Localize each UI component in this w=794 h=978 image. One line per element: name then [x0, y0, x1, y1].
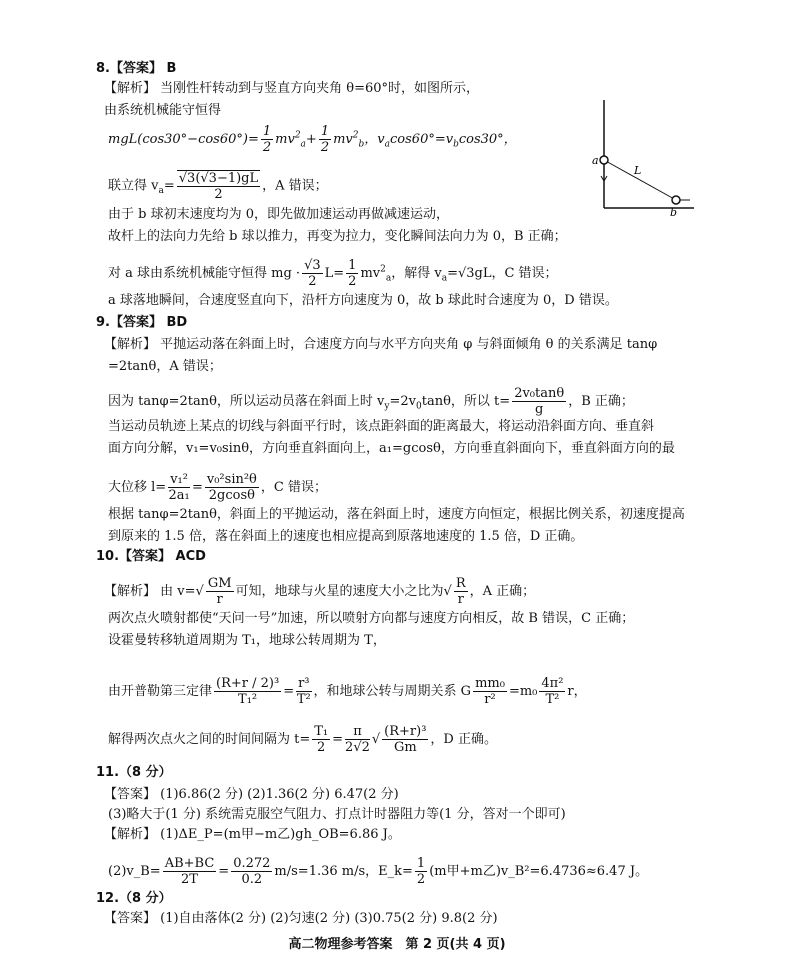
q8-equation-1: mgL(cos30°−cos60°)= $\frac{1}{2}$ $mv^2_a+$ $\frac{1}{2}$ $mv^2_b$，$v_a\cos 60^\circ=v_b\cos 30^\circ$， — [108, 124, 517, 155]
q8-analysis-line-6: 故杆上的法向力先给 b 球以推力，再变为拉力，变化瞬间法向力为 0，B 正确； — [108, 229, 567, 244]
q8-analysis-line-8: a 球落地瞬间，合速度竖直向下，沿杆方向速度为 0，故 b 球此时合速度为 0，D 错误。 — [108, 293, 618, 308]
q8-analysis-line-4: 联立得 $v_a=$ $\frac{√3(√3-1)gL}{2}$ ，A 错误； — [108, 171, 328, 202]
q8-answer-heading: 8.【答案】 B — [96, 61, 177, 76]
q11-analysis-line-2: (2)v_B= $\frac{AB+BC}{2T}$ = $\frac{0.272}{0.2}$ m/s=1.36 m/s，E_k= $\frac{1}{2}$ (m甲+m乙)v_B²=6.4736≈6.47 J。 — [108, 856, 649, 887]
q11-analysis-line-1: 【解析】 (1)ΔE_P=(m甲−m乙)gh_OB=6.86 J。 — [104, 827, 401, 842]
q8-analysis-line-7: 对 a 球由系统机械能守恒得 mg · $\frac{√3}{2}$ L= $\frac{1}{2}$ $mv^2_a$，解得 $v_a=√3gL$，C 错误； — [108, 258, 558, 289]
q10-answer-heading: 10.【答案】 ACD — [96, 549, 206, 564]
q9-analysis-line-7: 根据 tanφ=2tanθ，斜面上的平抛运动，落在斜面上时，速度方向恒定，根据比例关系，初速度提高 — [108, 507, 685, 522]
q9-analysis-line-5: 面方向分解，v₁=v₀sinθ，方向垂直斜面向上，a₁=gcosθ，方向垂直斜面向下，垂直斜面方向的最 — [108, 441, 675, 456]
page-footer: 高二物理参考答案 第 2 页(共 4 页) — [288, 937, 506, 952]
q10-analysis-line-3: 设霍曼转移轨道周期为 T₁，地球公转周期为 T， — [108, 633, 386, 648]
q8-analysis-line-5: 由于 b 球初末速度均为 0，即先做加速运动再做减速运动， — [108, 207, 449, 222]
ball-a — [600, 156, 608, 164]
q10-analysis-line-4: 由开普勒第三定律 $\frac{\text{(R+r / 2)³}}{\text{T₁²}}$ = $\frac{\text{r³}}{\text{T²}}$ ，和地球公转与周期关系 G $\frac{\text{mm₀}}{\text{r²}}$ =m₀ $\frac{\text{4π²}}{\text{T²}}$ r， — [108, 676, 587, 707]
q12-heading: 12.（8 分） — [96, 891, 172, 906]
label-L: L — [634, 164, 642, 177]
q9-analysis-line-6: 大位移 l= $\frac{\text{v₁²}}{\text{2a₁}}$ = $\frac{\text{v₀²sin²θ}}{2gcos\theta}$ ，C 错误； — [108, 472, 327, 503]
q11-heading: 11.（8 分） — [96, 765, 172, 780]
label-b: b — [670, 206, 678, 219]
q10-analysis-line-5: 解得两次点火之间的时间间隔为 t= $\frac{\text{T₁}}{2}$ = $\frac{\pi}{2√2}$ √ $\frac{\text{(R+r)³}}{Gm}$ ，D 正确。 — [108, 724, 497, 755]
ball-b — [672, 196, 680, 204]
q8-analysis-line-1: 【解析】 当刚性杆转动到与竖直方向夹角 θ=60°时，如图所示， — [104, 81, 480, 96]
q8-analysis-line-2: 由系统机械能守恒得 — [104, 103, 222, 118]
q11-answer-line-1: 【答案】 (1)6.86(2 分) (2)1.36(2 分) 6.47(2 分) — [104, 787, 399, 802]
q11-answer-line-2: (3)略大于(1 分) 系统需克服空气阻力、打点计时器阻力等(1 分，答对一个即可) — [108, 807, 566, 822]
q10-analysis-line-2: 两次点火喷射都使“天问一号”加速，所以喷射方向都与速度方向相反，故 B 错误，C 正确； — [108, 611, 635, 626]
q10-analysis-line-1: 【解析】 由 v=√ $\frac{GM}{r}$ 可知，地球与火星的速度大小之比为√ $\frac{R}{r}$ ，A 正确； — [104, 576, 536, 607]
rod-diagram — [586, 96, 696, 220]
q12-answer-line-1: 【答案】 (1)自由落体(2 分) (2)匀速(2 分) (3)0.75(2 分) 9.8(2 分) — [104, 911, 498, 926]
q9-analysis-line-1: 【解析】 平抛运动落在斜面上时，合速度方向与水平方向夹角 φ 与斜面倾角 θ 的关系满足 tanφ — [104, 337, 658, 352]
q9-analysis-line-3: 因为 tanφ=2tanθ，所以运动员落在斜面上时 $v_y=2v_0\tan\theta$，所以 t= $\frac{\text{2v₀tanθ}}{g}$ ，B 正确； — [108, 386, 634, 417]
label-a: a — [592, 154, 599, 167]
q9-analysis-line-4: 当运动员轨迹上某点的切线与斜面平行时，该点距斜面的距离最大，将运动沿斜面方向、垂直斜 — [108, 419, 655, 434]
q9-analysis-line-8: 到原来的 1.5 倍，落在斜面上的速度也相应提高到原落地速度的 1.5 倍，D 正确。 — [108, 529, 584, 544]
q9-analysis-line-2: =2tanθ，A 错误； — [108, 359, 222, 374]
q9-answer-heading: 9.【答案】 BD — [96, 315, 188, 330]
